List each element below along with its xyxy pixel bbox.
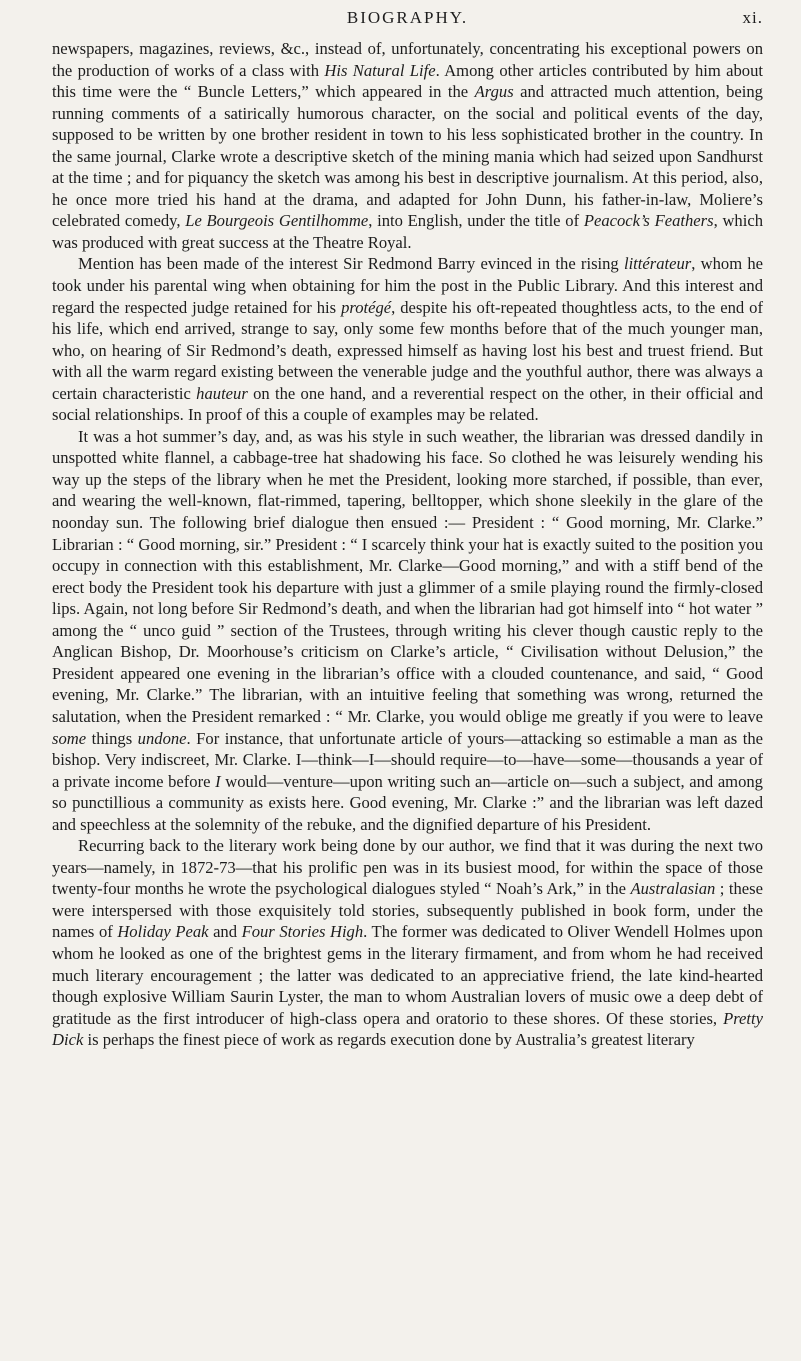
text-run: , whom he took under his parental wing when obtaining for him the post in the Public Library. And this interest and regard the respected judge retained for his [52,254,763,317]
italic-run: Pretty Dick [52,1008,763,1050]
text-run: , which was produced with great success at the Theatre Royal. [52,211,764,252]
text-run: is perhaps the finest piece of work as regards execution done by Australia’s greatest literary [83,1030,695,1050]
italic-run: I [215,771,221,791]
italic-run: undone [137,728,187,748]
text-run: . Among other articles contributed by him about this time were the “ Buncle Letters,” which appeared in the [52,60,763,102]
italic-run: hauteur [196,383,248,403]
running-title: BIOGRAPHY. [346,8,469,27]
italic-run: Four Stories High [241,922,364,942]
text-run: on the one hand, and a reverential respect on the other, in their official and social relationships. In proof of this a couple of examples may be related. [52,383,764,425]
text-run: , into English, under the title of [368,211,584,231]
italic-run: Argus [474,82,514,102]
italic-run: littérateur [623,254,692,274]
page-number: xi. [742,8,763,27]
running-head [52,0,763,36]
text-run: Mention has been made of the interest Sir Redmond Barry evinced in the rising [78,254,624,274]
italic-run: Peacock’s Feathers [583,211,714,231]
paragraph-2 [52,253,763,425]
italic-run: Le Bourgeois Gentilhomme [185,211,369,231]
italic-run: protégé [341,297,392,317]
text-run: and attracted much attention, being running comments of a satirically humorous character, on the social and political events of the day, supposed to be written by one brother resident in town to his less sophisticated brother in the country. In the same journal, Clarke wrote a descriptive sketch of the mining mania which had seized upon Sandhurst at the time ; and for piquancy the sketch was among his best in descriptive journalism. At this period, also, he once more tried his hand at the drama, and adapted for John Dunn, his father-in-law, Moliere’s celebrated comedy, [52,82,763,231]
italic-run: some [52,728,87,748]
text-run: and [208,922,242,942]
text-run: It was a hot summer’s day, and, as was his style in such weather, the librarian was dressed dandily in unspotted white flannel, a cabbage-tree hat shadowing his face. So clothed he was leisurely wending his way up the steps of the library when he met the President, looking more starched, if possible, than ever, and wearing the well-known, flat-rimmed, tapering, belltopper, which shone sleekily in the glare of the noonday sun. The following brief dialogue then ensued :— President : “ Good morning, Mr. Clarke.” Librarian : “ Good morning, sir.” President : “ I scarcely think your hat is exactly suited to the position you occupy in connection with this establishment, Mr. Clarke—Good morning,” and with a stiff bend of the erect body the President took his departure with just a glimmer of a smile playing round the firmly-closed lips. Again, not long before Sir Redmond’s death, and when the librarian had got himself into “ hot water ” among the “ unco guid ” section of the Trustees, through writing his clever though caustic reply to the Anglican Bishop, Dr. Moorhouse’s criticism on Clarke’s article, “ Civilisation without Delusion,” the President appeared one evening in the librarian’s office with a clouded countenance, and said, “ Good evening, Mr. Clarke.” The librarian, with an intuitive feeling that something was wrong, returned the salutation, when the President remarked : “ Mr. Clarke, you would oblige me greatly if you were to leave [52,426,763,726]
text-run: . For instance, that unfortunate article of yours—attacking so estimable a man as the bishop. Very indiscreet, Mr. Clarke. I—think—I—should require—to—have—some—thousands a year of a private income before [52,728,763,791]
italic-run: Australasian [630,879,716,899]
text-run: ; these were interspersed with those exquisitely told stories, subsequently published in book form, under the names of [52,879,763,942]
paragraph-3 [52,426,763,835]
italic-run: Holiday Peak [117,922,209,942]
text-run: Recurring back to the literary work being done by our author, we find that it was during the next two years—namely, in 1872-73—that his prolific pen was in its busiest mood, for within the space of those twenty-four months he wrote the psychological dialogues styled “ Noah’s Ark,” in the [52,836,763,899]
paragraph-4 [52,835,763,1050]
body-text [52,38,763,1051]
text-run: newspapers, magazines, reviews, &c., instead of, unfortunately, concentrating his exceptional powers on the production of works of a class with [52,39,763,80]
italic-run: His Natural Life [324,60,436,80]
paragraph-1 [52,38,763,253]
text-run: . The former was dedicated to Oliver Wendell Holmes upon whom he looked as one of the brightest gems in the literary firmament, and from whom he had received much literary encouragement ; the latter was dedicated to an appreciative friend, the late kind-hearted though explosive William Saurin Lyster, the man to whom Australian lovers of music owe a deep debt of gratitude as the first introducer of high-class opera and oratorio to these shores. Of these stories, [52,922,763,1028]
text-run: things [86,728,138,748]
text-run: would—venture—upon writing such an—article on—such a subject, and among so punctillious a community as exists here. Good evening, Mr. Clarke :” and the librarian was left dazed and speechless at the solemnity of the rebuke, and the dignified departure of his President. [52,771,763,834]
text-run: , despite his oft-repeated thoughtless acts, to the end of his life, which end arrived, strange to say, only some few months before that of the much younger man, who, on hearing of Sir Redmond’s death, expressed himself as having lost his best and truest friend. But with all the warm regard existing between the venerable judge and the youthful author, there was always a certain characteristic [52,297,763,403]
